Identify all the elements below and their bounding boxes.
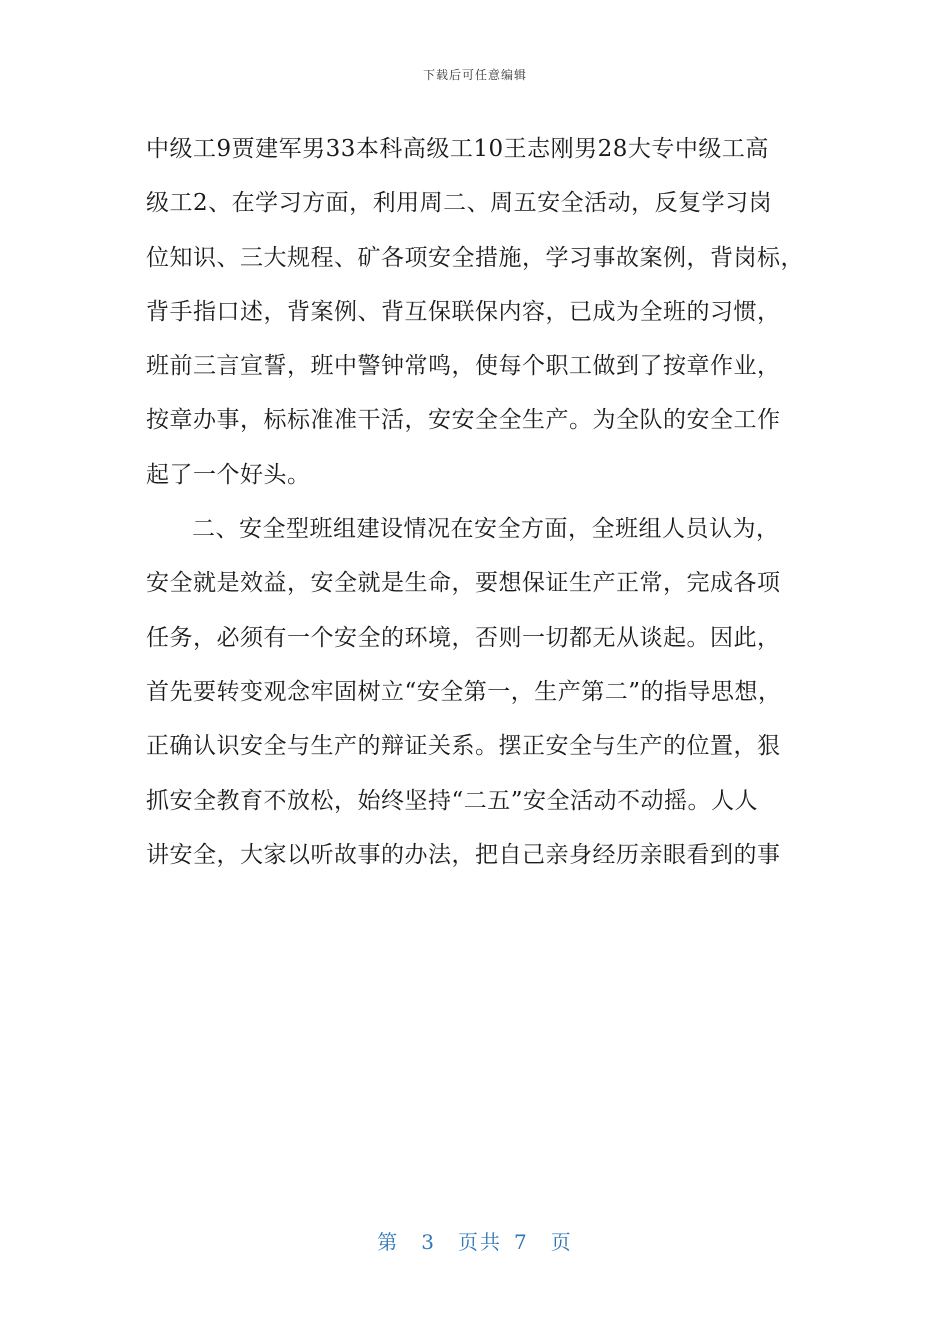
body-line: 中级工9贾建军男33本科高级工10王志刚男28大专中级工高 <box>146 136 769 162</box>
body-line: 首先要转变观念牢固树立“安全第一，生产第二”的指导思想， <box>146 678 782 705</box>
body-line: 抓安全教育不放松，始终坚持“二五”安全活动不动摇。人人 <box>146 787 759 814</box>
body-line: 起了一个好头。 <box>146 461 311 488</box>
body-line: 讲安全，大家以听故事的办法，把自己亲身经历亲眼看到的事 <box>146 841 781 868</box>
footer-middle: 页共 <box>458 1230 502 1254</box>
page-header: 下载后可任意编辑 <box>422 68 527 82</box>
body-line: 背手指口述，背案例、背互保联保内容，已成为全班的习惯， <box>146 298 781 325</box>
current-page-number: 3 <box>421 1230 436 1254</box>
total-pages-number: 7 <box>514 1230 529 1254</box>
body-line: 安全就是效益，安全就是生命，要想保证生产正常，完成各项 <box>146 570 781 597</box>
footer-prefix: 第 <box>377 1230 400 1254</box>
footer-suffix: 页 <box>550 1230 573 1254</box>
body-line: 按章办事，标标准准干活，安安全全生产。为全队的安全工作 <box>146 407 781 434</box>
body-line: 位知识、三大规程、矿各项安全措施，学习事故案例，背岗标， <box>146 244 804 271</box>
document-body <box>146 122 806 882</box>
page-footer <box>0 1226 950 1255</box>
body-line: 级工2、在学习方面，利用周二、周五安全活动，反复学习岗 <box>146 190 773 217</box>
body-line: 任务，必须有一个安全的环境，否则一切都无从谈起。因此， <box>146 624 781 651</box>
body-line: 正确认识安全与生产的辩证关系。摆正安全与生产的位置，狠 <box>146 733 781 760</box>
body-line: 班前三言宣誓，班中警钟常鸣，使每个职工做到了按章作业， <box>146 353 781 380</box>
paragraph-start-line: 二、安全型班组建设情况在安全方面，全班组人员认为， <box>192 516 780 543</box>
